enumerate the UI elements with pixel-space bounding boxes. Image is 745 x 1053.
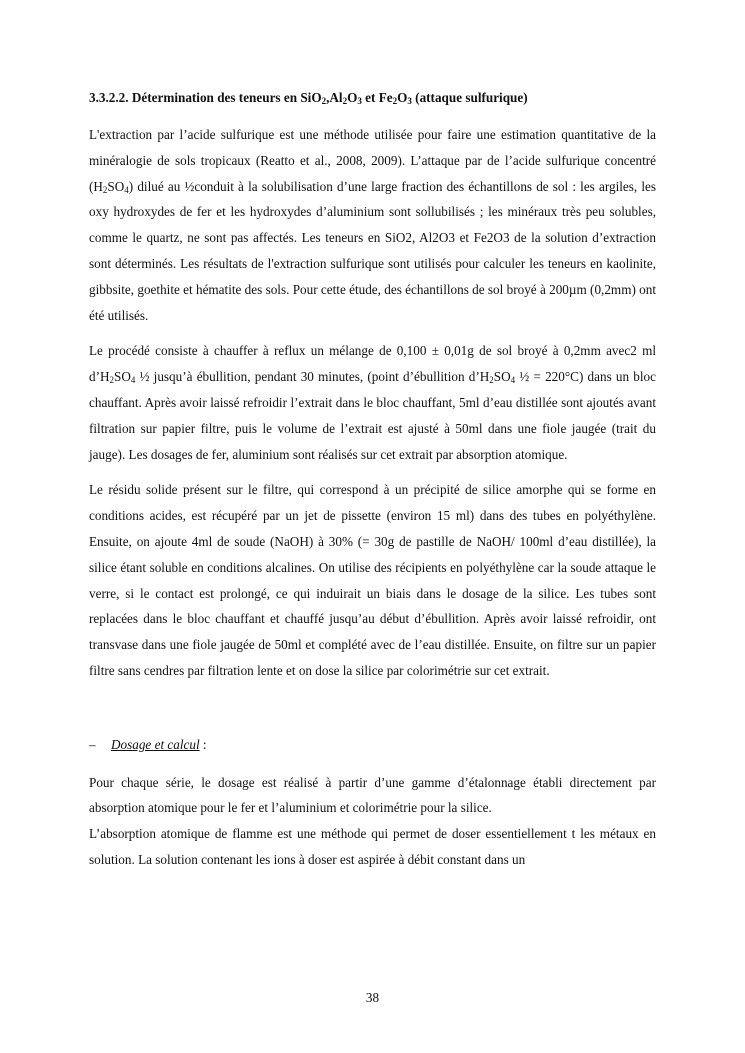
bullet-title: Dosage et calcul: [111, 736, 200, 752]
page-number: 38: [365, 990, 380, 1005]
bullet-suffix: :: [199, 736, 207, 752]
paragraph-residue: Le résidu solide présent sur le filtre, qui correspond à un précipité de silice amorphe qui se forme en conditions acides, est récupéré par un jet de pissette (environ 15 ml) dans des tubes en polyéthylène. Ensuite, on ajoute 4ml de soude (NaOH) à 30% (= 30g de pastille de NaOH/ 100ml d’eau distillée), la silice étant soluble en conditions alcalines. On utilise des récipients en polyéthylène car la soude attaque le verre, si le contact est prolongé, ce qui induirait un biais dans le dosage de la silice. Les tubes sont replacées dans le bloc chauffant et chauffé jusqu’au début d’ébullition. Après avoir laissé refroidir, ont transvase dans une fiole jaugée de 50ml et complété avec de l’eau distillée. Ensuite, on filtre sur un papier filtre sans cendres par filtration lente et on dose la silice par colorimétrie sur cet extrait.: [89, 482, 656, 678]
paragraph-absorption: L’absorption atomique de flamme est une méthode qui permet de doser essentiellement t les métaux en solution. La solution contenant les ions à doser est aspirée à débit constant dans un: [89, 826, 656, 867]
bullet-dash: –: [89, 736, 96, 752]
bullet-dosage-calcul: [89, 732, 656, 758]
document-page: [89, 86, 656, 883]
paragraph-procedure: Le procédé consiste à chauffer à reflux un mélange de 0,100 ± 0,01g de sol broyé à 0,2mm avec2 ml $d’H_2SO_4$ ½ jusqu’à ébullition, pendant 30 minutes, (point d’ébullition $d’H_2SO_4$ ½ = 220°C) dans un bloc chauffant. Après avoir laissé refroidir l’extrait dans le bloc chauffant, 5ml d’eau distillée sont ajoutés avant filtration sur papier filtre, puis le volume de l’extrait est ajusté à 50ml dans une fiole jaugée (trait du jauge). Les dosages de fer, aluminium sont réalisés sur cet extrait par absorption atomique.: [89, 343, 657, 462]
section-heading: 3.3.2.2. Détermination des teneurs en $SiO_2,Al_2O_3$ et $Fe_2O_3$ (attaque sulfurique): [89, 90, 528, 106]
paragraph-series: Pour chaque série, le dosage est réalisé à partir d’une gamme d’étalonnage établi directement par absorption atomique pour le fer et l’aluminium et colorimétrie pour la silice.: [89, 774, 656, 816]
paragraph-extraction: L'extraction par l’acide sulfurique est une méthode utilisée pour faire une estimation quantitative de la minéralogie de sols tropicaux (Reatto et al., 2008, 2009). L’attaque par de l’acide sulfurique concentré $(H_2SO_4)$ dilué au ½conduit à la solubilisation d’une large fraction des échantillons de sol : les argiles, les oxy hydroxydes de fer et les hydroxydes d’aluminium sont sollubilisés ; les minéraux très peu solubles, comme le quartz, ne sont pas affectés. Les teneurs en SiO2, Al2O3 et Fe2O3 de la solution d’extraction sont déterminés. Les résultats de l'extraction sulfurique sont utilisés pour calculer les teneurs en kaolinite, gibbsite, goethite et hématite des sols. Pour cette étude, des échantillons de sol broyé à 200µm (0,2mm) ont été utilisés.: [89, 127, 656, 323]
